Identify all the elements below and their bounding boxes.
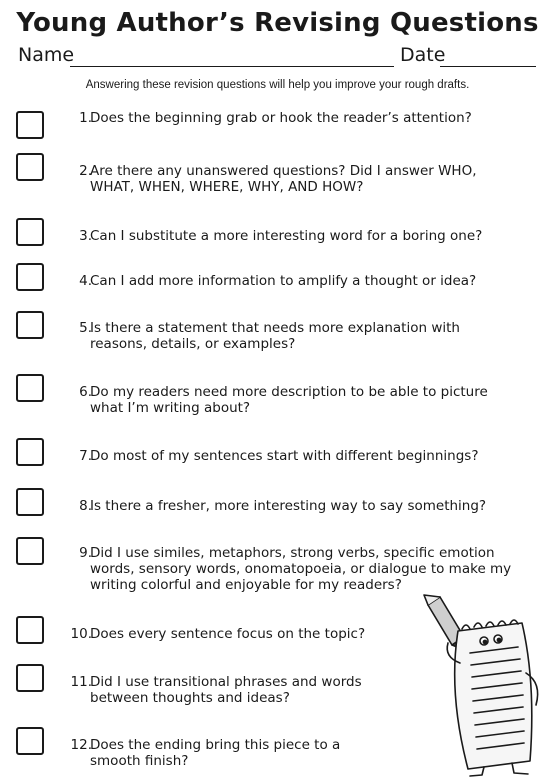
question-line: Does the beginning grab or hook the reader’s attention? — [90, 110, 472, 126]
question-text — [90, 273, 476, 289]
question-line: Are there any unanswered questions? Did I answer WHO, — [90, 163, 477, 179]
question-line: Does every sentence focus on the topic? — [90, 626, 366, 642]
question-number: 7. — [79, 448, 92, 464]
question-text — [90, 674, 362, 706]
question-line: Did I use transitional phrases and words — [90, 674, 362, 690]
question-text — [90, 228, 482, 244]
intro-text: Answering these revision questions will help you improve your rough drafts. — [85, 79, 470, 91]
question-line: Do most of my sentences start with different beginnings? — [90, 448, 479, 464]
question-line: what I’m writing about? — [90, 400, 251, 416]
question-text — [90, 737, 340, 769]
question-text — [90, 626, 365, 642]
name-label: Name — [18, 44, 75, 66]
question-number: 12. — [70, 737, 92, 753]
question-line: Did I use similes, metaphors, strong verbs, specific emotion — [90, 545, 495, 561]
question-number: 10. — [70, 626, 92, 642]
question-text — [90, 320, 460, 352]
name-field[interactable] — [70, 66, 394, 67]
date-label: Date — [400, 44, 446, 66]
question-text — [90, 110, 472, 126]
question-line: Does the ending bring this piece to a — [90, 737, 341, 753]
question-text — [90, 163, 477, 195]
question-line: reasons, details, or examples? — [90, 336, 296, 352]
question-line: Can I add more information to amplify a thought or idea? — [90, 273, 477, 289]
question-text — [90, 545, 511, 593]
question-line: between thoughts and ideas? — [90, 690, 290, 706]
question-text — [90, 384, 488, 416]
question-line: Is there a fresher, more interesting way to say something? — [90, 498, 487, 514]
question-line: smooth finish? — [90, 753, 189, 769]
question-number: 11. — [70, 674, 92, 690]
notepad-with-pencil-icon — [418, 593, 548, 778]
date-field[interactable] — [440, 66, 536, 67]
question-line: Do my readers need more description to be able to picture — [90, 384, 488, 400]
question-number: 2. — [79, 163, 92, 179]
question-line: Can I substitute a more interesting word for a boring one? — [90, 228, 483, 244]
question-line: WHAT, WHEN, WHERE, WHY, AND HOW? — [90, 179, 364, 195]
question-text — [90, 448, 479, 464]
question-line: words, sensory words, onomatopoeia, or dialogue to make my — [90, 561, 512, 577]
question-number: 8. — [79, 498, 92, 514]
question-text — [90, 498, 486, 514]
page-title: Young Author’s Revising Questions — [16, 8, 539, 38]
question-line: Is there a statement that needs more explanation with — [90, 320, 460, 336]
question-number: 3. — [79, 228, 92, 244]
question-number: 6. — [79, 384, 92, 400]
question-line: writing colorful and enjoyable for my readers? — [90, 577, 402, 593]
name-date-row — [18, 44, 538, 70]
question-number: 5. — [79, 320, 92, 336]
question-number: 1. — [79, 110, 92, 126]
question-number: 9. — [79, 545, 92, 561]
question-number: 4. — [79, 273, 92, 289]
